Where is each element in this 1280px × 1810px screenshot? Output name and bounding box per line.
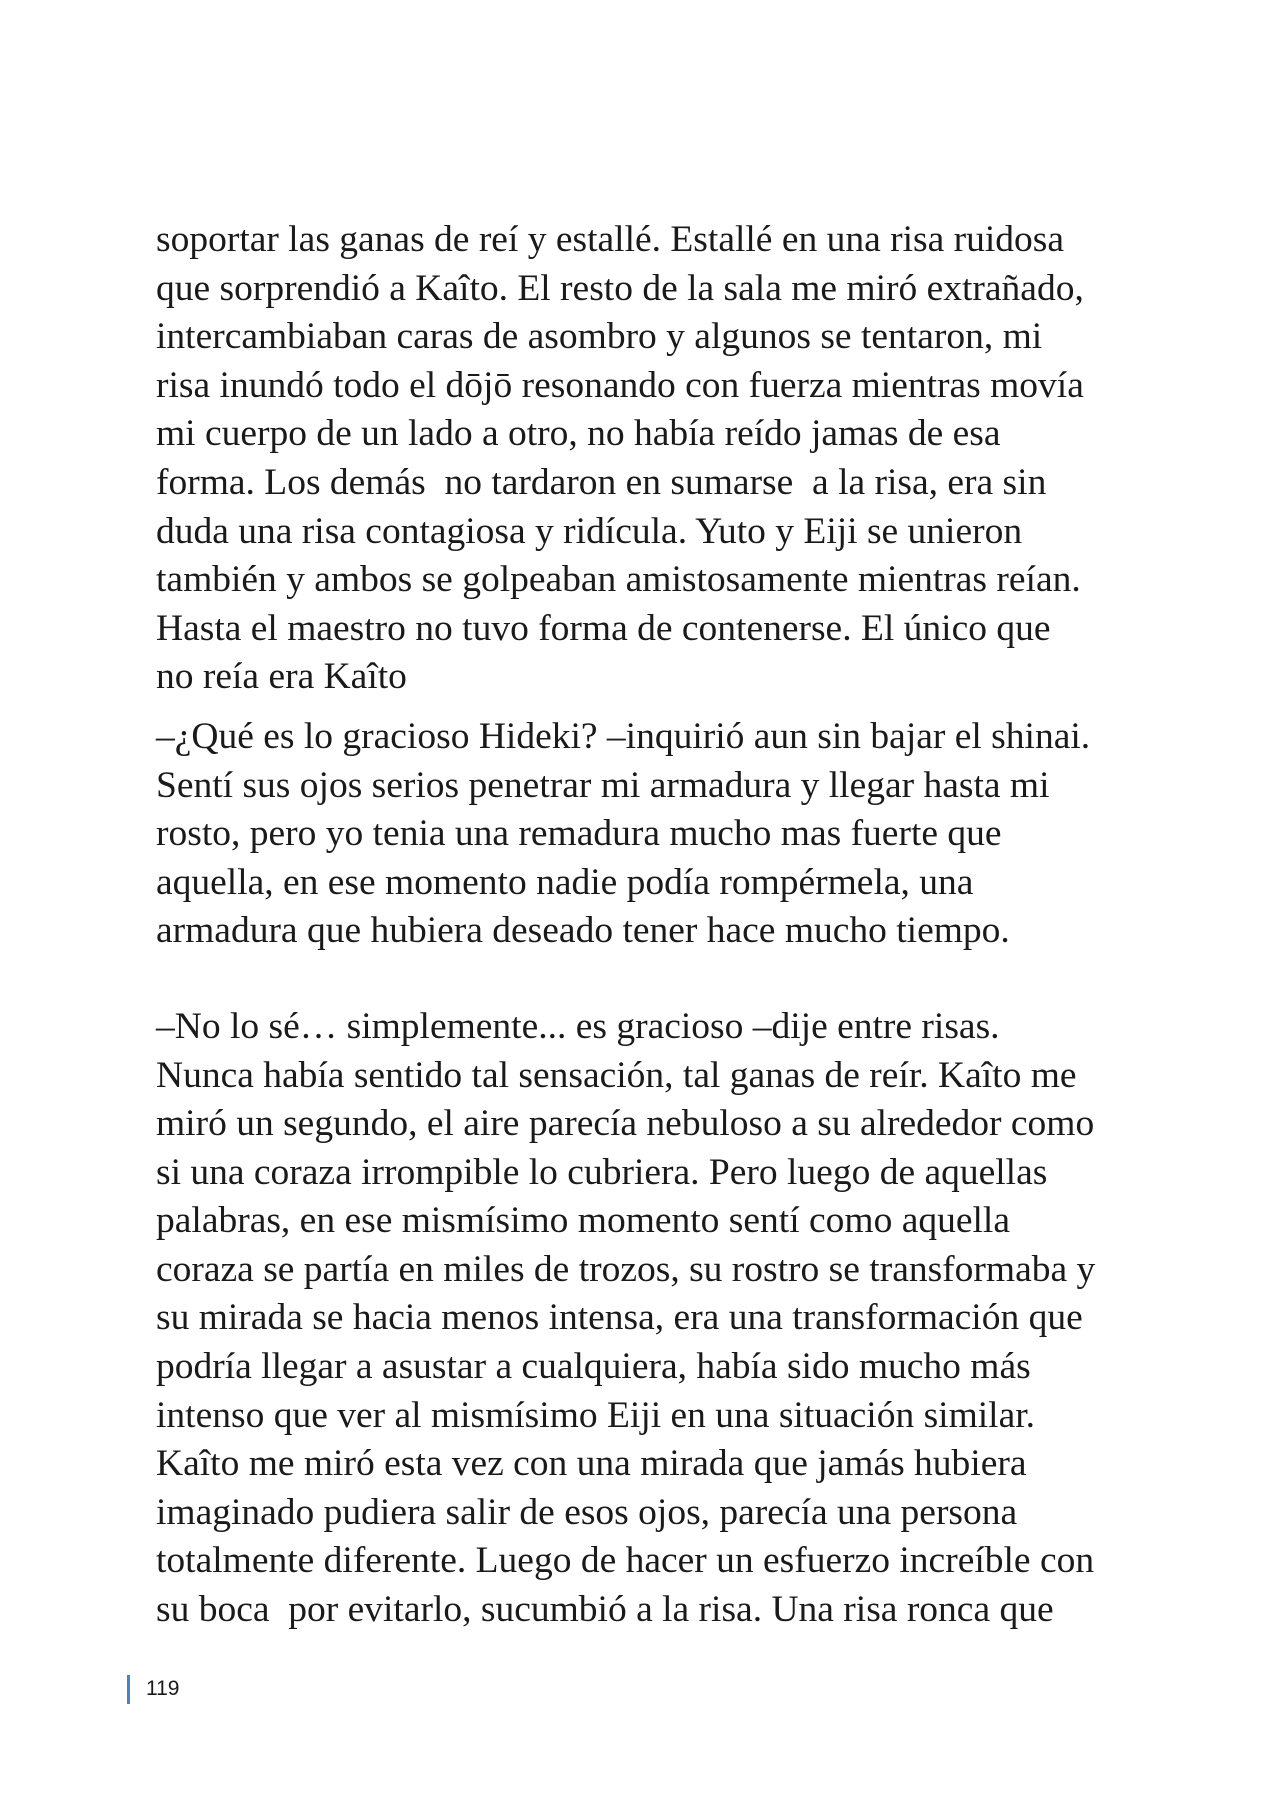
text-line: mi cuerpo de un lado a otro, no había reído jamas de esa <box>156 413 1001 455</box>
text-line: –No lo sé… simplemente... es gracioso –dije entre risas. <box>156 1005 1000 1047</box>
text-line: Sentí sus ojos serios penetrar mi armadura y llegar hasta mi <box>156 764 1050 806</box>
text-line: armadura que hubiera deseado tener hace mucho tiempo. <box>156 910 1010 952</box>
text-line: su boca por evitarlo, sucumbió a la risa. Una risa ronca que <box>156 1589 1054 1631</box>
text-line: Hasta el maestro no tuvo forma de contenerse. El único que <box>156 607 1051 649</box>
text-line: miró un segundo, el aire parecía nebuloso a su alrededor como <box>156 1103 1095 1145</box>
text-line: también y ambos se golpeaban amistosamente mientras reían. <box>156 559 1081 601</box>
text-line: imaginado pudiera salir de esos ojos, parecía una persona <box>156 1491 1018 1533</box>
text-line: duda una risa contagiosa y ridícula. Yuto y Eiji se unieron <box>156 510 1023 552</box>
text-line: no reía era Kaîto <box>156 656 407 698</box>
paragraph-2 <box>156 713 1156 956</box>
text-line: rosto, pero yo tenia una remadura mucho mas fuerte que <box>156 813 1002 855</box>
text-line: palabras, en ese mismísimo momento sentí como aquella <box>156 1200 1010 1242</box>
text-line: –¿Qué es lo gracioso Hideki? –inquirió aun sin bajar el shinai. <box>156 715 1091 757</box>
body-text <box>156 216 1156 1635</box>
text-line: Kaîto me miró esta vez con una mirada que jamás hubiera <box>156 1443 1027 1485</box>
footer-accent-bar <box>127 1675 130 1704</box>
text-line: podría llegar a asustar a cualquiera, había sido mucho más <box>156 1346 1031 1388</box>
text-line: totalmente diferente. Luego de hacer un esfuerzo increíble con <box>156 1540 1095 1582</box>
text-line: forma. Los demás no tardaron en sumarse a la risa, era sin <box>156 461 1047 503</box>
text-line: risa inundó todo el dōjō resonando con fuerza mientras movía <box>156 364 1084 406</box>
text-line: soportar las ganas de reí y estallé. Estallé en una risa ruidosa <box>156 219 1065 260</box>
page-number: 119 <box>146 1677 180 1700</box>
text-line: si una coraza irrompible lo cubriera. Pero luego de aquellas <box>156 1151 1048 1193</box>
text-line: Nunca había sentido tal sensación, tal ganas de reír. Kaîto me <box>156 1054 1077 1096</box>
text-line: su mirada se hacia menos intensa, era una transformación que <box>156 1297 1083 1339</box>
page-footer <box>127 1674 179 1704</box>
text-line: que sorprendió a Kaîto. El resto de la sala me miró extrañado, <box>156 267 1084 309</box>
text-line: coraza se partía en miles de trozos, su rostro se transformaba y <box>156 1248 1096 1290</box>
text-line: intercambiaban caras de asombro y algunos se tentaron, mi <box>156 316 1043 358</box>
text-line: aquella, en ese momento nadie podía rompérmela, una <box>156 861 974 903</box>
paragraph-3 <box>156 1003 1156 1635</box>
paragraph-1 <box>156 216 1156 702</box>
text-line: intenso que ver al mismísimo Eiji en una situación similar. <box>156 1394 1036 1436</box>
